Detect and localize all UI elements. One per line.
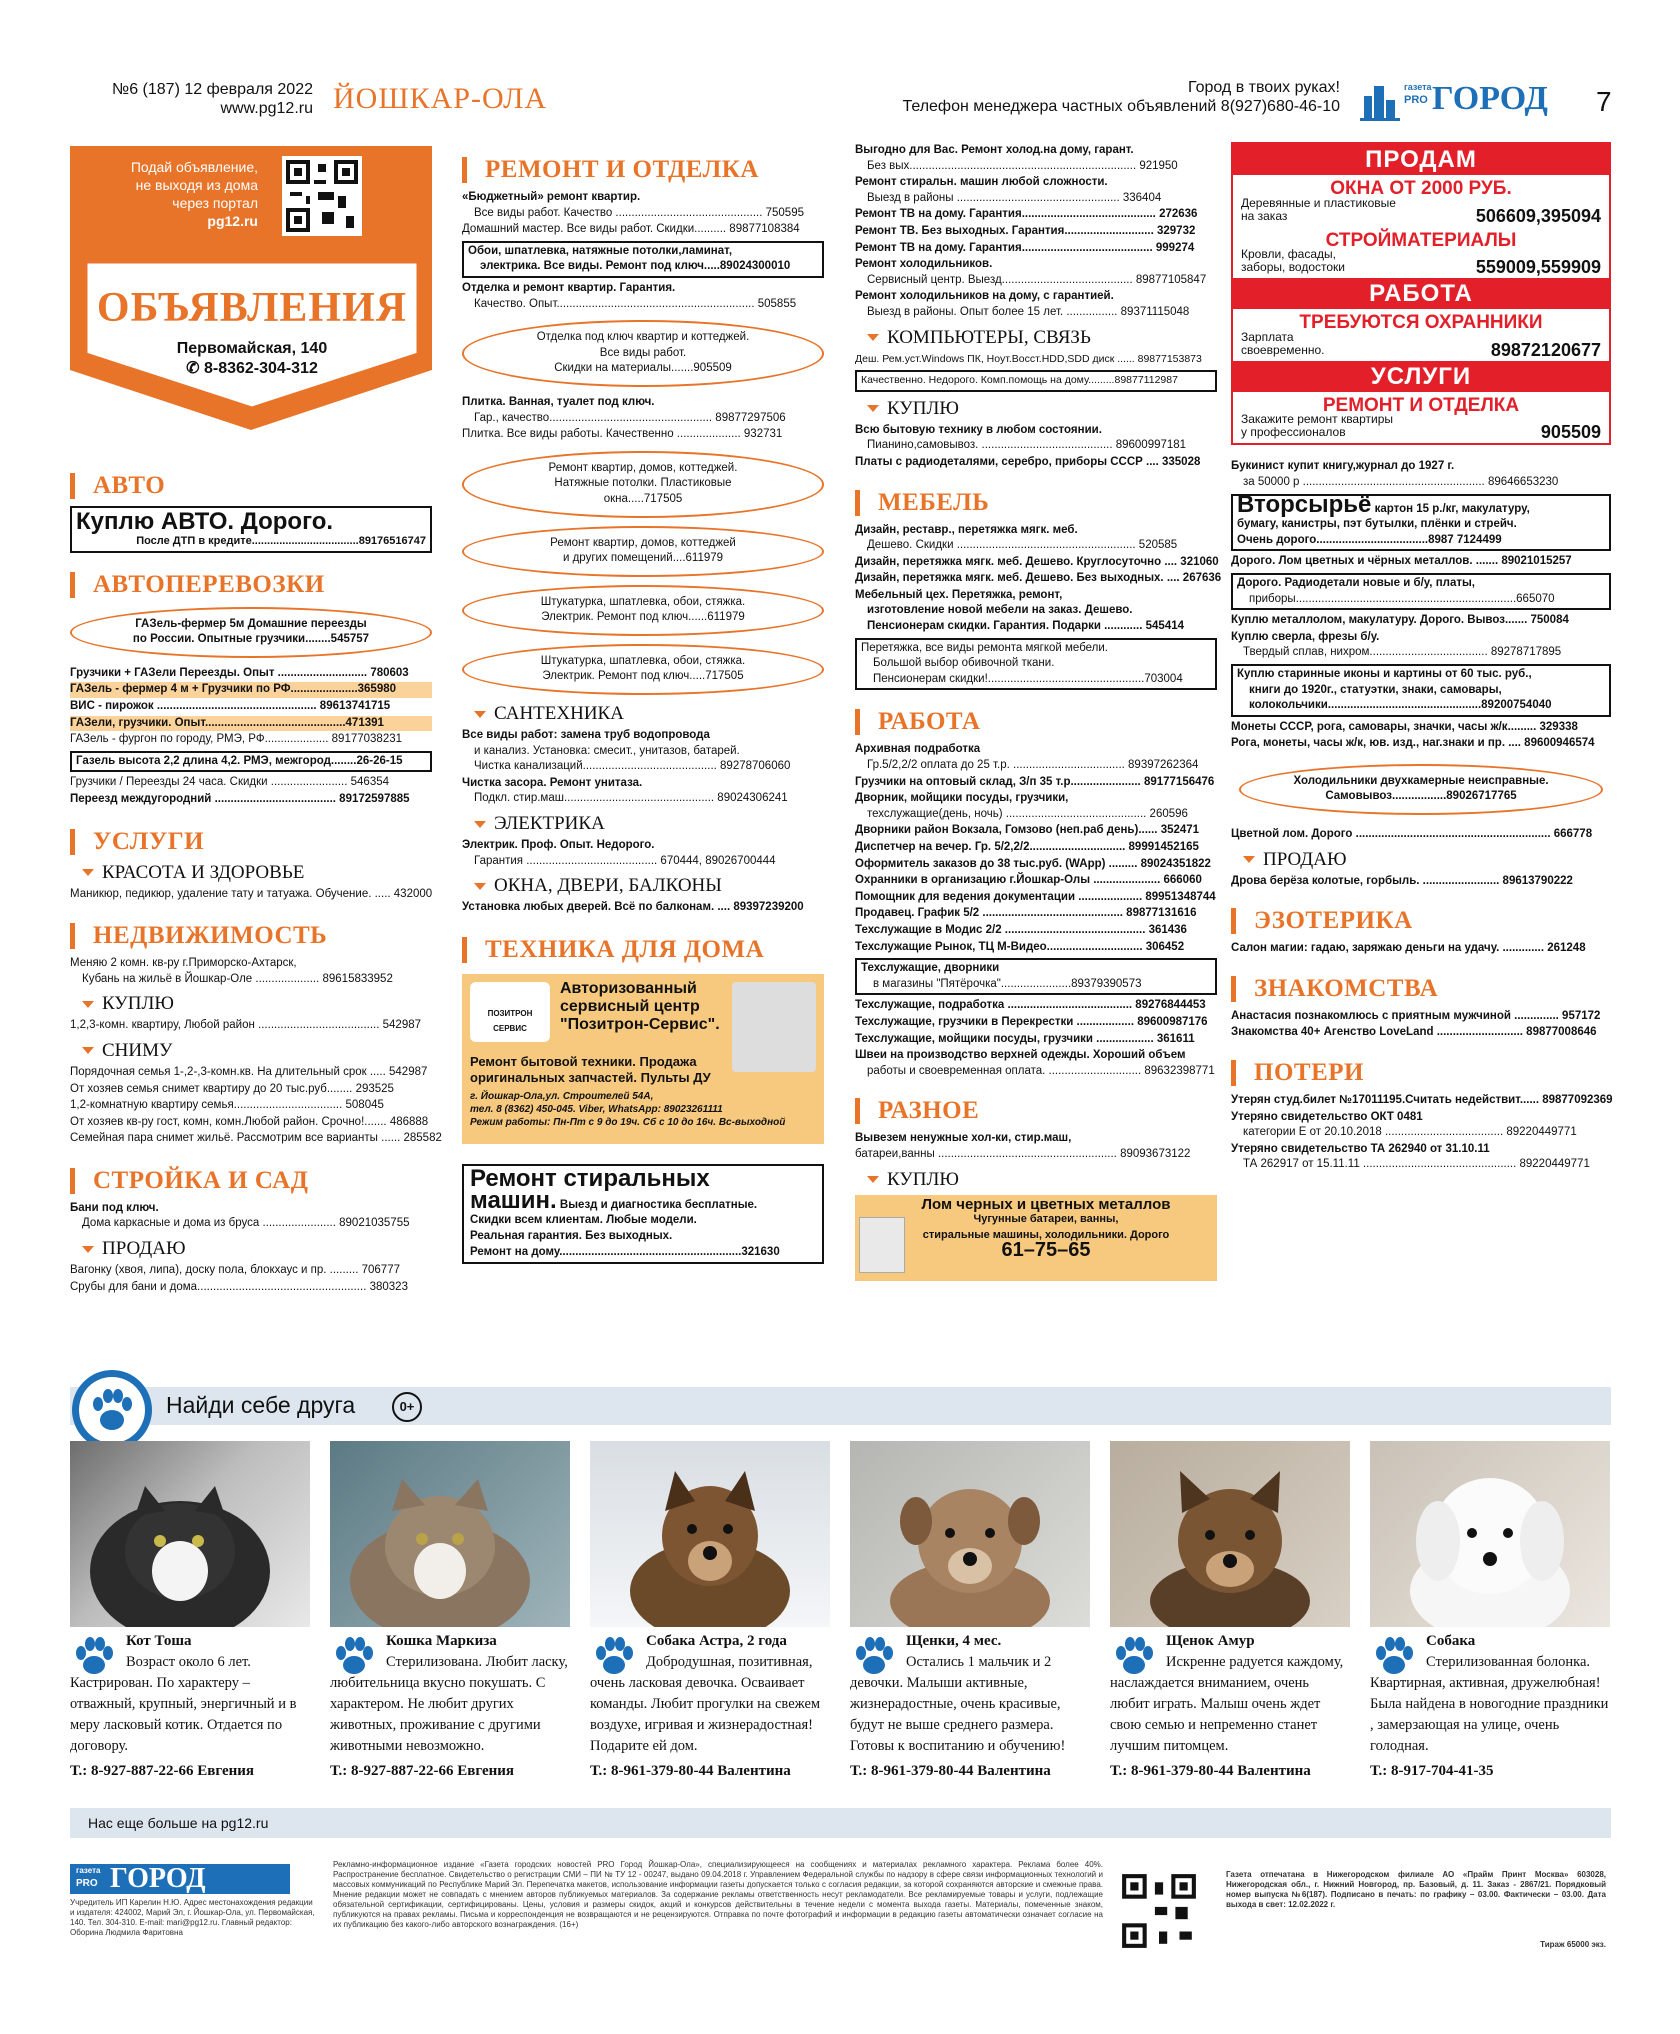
ad-row[interactable]: Архивная подработка Гр.5/2,2/2 оплата до 25 т.р. ................................... 89397262364 (855, 743, 1199, 772)
pet-photo-cat-markiza (330, 1441, 570, 1627)
ad-row[interactable]: Ремонт стиральн. машин любой сложности. Выезд в районы ................................................... 336404 (855, 176, 1162, 204)
ad-oval-gazel[interactable]: ГАЗель-фермер 5м Домашние переезды по России. Опытные грузчики........545757 (70, 607, 432, 658)
subsection-sell: ПРОДАЮ (82, 1238, 432, 1260)
repair-row: Закажите ремонт квартиры у профессионалов 905509 (1241, 412, 1601, 443)
promo-title: ОБЪЯВЛЕНИЯ (96, 285, 408, 331)
paw-icon (852, 1635, 896, 1679)
column-2 (462, 148, 824, 1264)
ad-box-wallpaper[interactable]: Обои, шпатлевка, натяжные потолки,ламинат, электрика. Все виды. Ремонт под ключ.....89024300010 (462, 241, 824, 278)
ad-row[interactable]: Установка любых дверей. Всё по балконам. .... 89397239200 (462, 901, 804, 914)
ad-row[interactable]: Утеряно свидетельство ТА 262940 от 31.10.11 ТА 262917 от 15.11.11 ................................................ 89220449771 (1231, 1142, 1590, 1171)
header-right (880, 78, 1340, 116)
ad-row[interactable]: Куплю металлолом, макулатуру. Дорого. Вывоз....... 750084 (1231, 614, 1569, 627)
subsection-buy: КУПЛЮ (867, 1169, 1217, 1191)
ad-row[interactable]: Ремонт ТВ. Без выходных. Гарантия............................ 329732 (855, 224, 1196, 237)
ad-row[interactable]: Электрик. Проф. Опыт. Недорого. Гарантия ......................................... 670444, 89026700444 (462, 839, 776, 867)
ad-row-highlight[interactable]: ГАЗель - фермер 4 м + Грузчики по РФ.....................365980 (70, 682, 432, 698)
ad-oval[interactable]: Ремонт квартир, домов, коттеджей. Натяжные потолки. Пластиковые окна.....717505 (462, 451, 824, 518)
pet-card[interactable] (330, 1441, 570, 1780)
section-realty: НЕДВИЖИМОСТЬ (70, 922, 432, 950)
ad-row[interactable]: ВИС - пирожок .................................................. 89613741715 (70, 699, 391, 712)
promo-text: Подай объявление, не выходя из дома через портал pg12.ru (90, 158, 258, 230)
pet-name: Щенки, 4 мес. (906, 1633, 1002, 1649)
footer-circulation: Тираж 65000 экз. (1540, 1940, 1606, 1949)
promo-phone[interactable]: 8-8362-304-312 (203, 360, 318, 377)
issue-info (108, 80, 313, 118)
ad-row[interactable]: Дизайн, перетяжка мягк. меб. Дешево. Без выходных. .... 267636 (855, 572, 1222, 585)
city-title: ЙОШКАР-ОЛА (333, 82, 548, 115)
footer-founder: Учредитель ИП Карелин Н.Ю. Адрес местонахождения редакции и издателя: 424002, Марий Эл, г. Йошкар-Ола, ул. Первомайская, 140. Тел. 304-310. E-mail: mari@pg12.ru. Главный редактор: Оборина Людмила Фаритовна (70, 1898, 315, 1937)
pet-photo-dog-astra (590, 1441, 830, 1627)
promo-address: Первомайская, 140 ✆ 8-8362-304-312 (176, 340, 328, 377)
ad-washing-repair[interactable]: Ремонт стиральных машин. Выезд и диагностика бесплатные. Скидки всем клиентам. Любые модели. Реальная гарантия. Без выходных. Ремонт на дому.........................................................321630 (462, 1164, 824, 1264)
pet-photo-dog-lapdog (1370, 1441, 1610, 1627)
logo-small: газета (1404, 82, 1432, 92)
pet-description: Искренне радуется каждому, наслаждается вниманием, очень любит играть. Малыш очень ждет свою семью и непременно станет лучшим питомцем. (1110, 1654, 1344, 1754)
paw-icon (1372, 1635, 1416, 1679)
ad-row[interactable]: Домашний мастер. Все виды работ. Скидки.......... 89877108384 (462, 223, 800, 236)
windows-title: ОКНА ОТ 2000 РУБ. (1330, 178, 1512, 199)
logo-pro: PRO (1404, 94, 1428, 106)
build-title: СТРОЙМАТЕРИАЛЫ (1325, 229, 1517, 251)
ad-row[interactable]: Диспетчер на вечер. Гр. 5/2,2/2.............................. 89991452165 (855, 841, 1199, 853)
ad-row[interactable]: Платы с радиодеталями, серебро, приборы СССР .... 335028 (855, 455, 1201, 468)
pet-phone[interactable]: Т.: 8-961-379-80-44 Валентина (850, 1763, 1051, 1779)
pets-more-bar (70, 1808, 1611, 1838)
phone-icon: ✆ (186, 360, 204, 377)
section-repair: РЕМОНТ И ОТДЕЛКА (462, 156, 824, 184)
age-rating-badge: 0+ (392, 1392, 422, 1422)
section-work: РАБОТА (855, 708, 1217, 736)
ad-box-pyaterochka[interactable]: Техслужащие, дворники в магазины "Пятёрочка"......................89379390573 (855, 958, 1217, 995)
job-header: РАБОТА (1233, 278, 1609, 309)
pet-phone[interactable]: Т.: 8-927-887-22-66 Евгения (70, 1763, 255, 1779)
ad-row[interactable]: Всю бытовую технику в любом состоянии. Пианино,самовывоз. ......................................... 89600997181 (855, 423, 1187, 452)
manager-phone: Телефон менеджера частных объявлений 8(927)680-46-10 (902, 98, 1340, 115)
logo-main: ГОРОД (1432, 80, 1548, 117)
pet-card[interactable] (1110, 1441, 1350, 1780)
ad-scrap-metal[interactable]: Лом черных и цветных металлов Чугунные батареи, ванны, стиральные машины, холодильники. Дорого 61–75–65 (855, 1195, 1217, 1281)
ad-row[interactable]: Ремонт холодильников на дому, с гарантией. Выезд в районы. Опыт более 15 лет. ................ 89371115048 (855, 290, 1190, 318)
subsection-doors: ОКНА, ДВЕРИ, БАЛКОНЫ (474, 875, 824, 897)
column-1 (70, 458, 442, 1296)
pets-title: Найди себе друга (166, 1392, 356, 1418)
section-misc: РАЗНОЕ (855, 1097, 1217, 1125)
repair-title: РЕМОНТ И ОТДЕЛКА (1322, 394, 1520, 416)
ad-row[interactable]: Утеряно свидетельство ОКТ 0481 категории Е от 20.10.2018 ..................................... 89220449771 (1231, 1110, 1577, 1139)
pet-photo-cat-tosha (70, 1441, 310, 1627)
pet-description: Стерилизована. Любит ласку, любительница вкусно покушать. С характером. Не любит других животных, проживание с другими животными невозможно. (330, 1654, 568, 1754)
subsection-electric: ЭЛЕКТРИКА (474, 813, 824, 835)
guards-row: Зарплата своевременно. 89872120677 (1241, 329, 1601, 360)
ad-row[interactable]: Монеты СССР, рога, самовары, значки, часы ж/к......... 329338 (1231, 720, 1578, 733)
build-row: Кровли, фасады, заборы, водостоки 559009,559909 (1241, 247, 1601, 278)
ad-row[interactable]: От хозяев семья снимет квартиру до 20 тыс.руб........ 293525 (70, 1082, 394, 1095)
ad-row[interactable]: Грузчики / Переезды 24 часа. Скидки ........................ 546354 (70, 776, 390, 789)
ad-block-sell[interactable] (1231, 142, 1611, 445)
ad-row[interactable]: Семейная пара снимет жильё. Рассмотрим все варианты ...... 285582 (70, 1132, 442, 1145)
ad-box-computers[interactable]: Качественно. Недорого. Комп.помощь на дому.........89877112987 (855, 370, 1217, 392)
ad-row[interactable]: «Бюджетный» ремонт квартир. Все виды работ. Качество .............................................. 750595 (462, 191, 804, 219)
ad-row[interactable]: Ремонт холодильников. Сервисный центр. Выезд......................................... 89877105847 (855, 258, 1207, 286)
subsection-computers: КОМПЬЮТЕРЫ, СВЯЗЬ (867, 327, 1217, 349)
ad-row[interactable]: Дворники район Вокзала, Гомзово (неп.раб день)...... 352471 (855, 824, 1200, 837)
ad-row[interactable]: Грузчики + ГАЗели Переезды. Опыт ............................ 780603 (70, 666, 409, 679)
progorod-logo (1360, 80, 1575, 122)
ad-row[interactable]: Техслужащие, мойщики посуды, грузчики .................. 361611 (855, 1032, 1195, 1045)
ad-oval[interactable]: Ремонт квартир, домов, коттеджей и других помещений....611979 (462, 526, 824, 577)
page-number: 7 (1596, 86, 1612, 117)
paw-icon (332, 1635, 376, 1679)
ad-row[interactable]: Цветной лом. Дорого ............................................................. 666778 (1231, 828, 1593, 841)
pet-phone[interactable]: Т.: 8-917-704-41-35 (1370, 1763, 1494, 1779)
ad-row[interactable]: Чистка засора. Ремонт унитаза. Подкл. стир.маш............................................... 89024306241 (462, 776, 788, 805)
pet-description: Добродушная, позитивная, очень ласковая девочка. Осваивает команды. Любит прогулки на свежем воздухе, игривая и жизнерадостная! Подарите ей дом. (590, 1654, 821, 1754)
section-transport: АВТОПЕРЕВОЗКИ (70, 571, 432, 599)
ad-row[interactable]: Дизайн, перетяжка мягк. меб. Дешево. Круглосуточно .... 321060 (855, 555, 1219, 568)
subsection-buy: КУПЛЮ (82, 993, 432, 1015)
pet-phone[interactable]: Т.: 8-961-379-80-44 Валентина (590, 1763, 791, 1779)
pet-phone[interactable]: Т.: 8-961-379-80-44 Валентина (1110, 1763, 1311, 1779)
ad-box-icons[interactable]: Куплю старинные иконы и картины от 60 тыс. руб., книги до 1920г., статуэтки, знаки, самовары, колокольчики................................................89200754040 (1231, 664, 1611, 717)
paw-icon (72, 1635, 116, 1679)
ad-row[interactable]: Букинист купит книгу,журнал до 1927 г. за 50000 р ......................................................... 89646653230 (1231, 460, 1559, 488)
ad-row[interactable]: Меняю 2 комн. кв-ру г.Приморско-Ахтарск, Кубань на жильё в Йошкар-Оле .................... 89615833952 (70, 957, 393, 985)
pet-name: Кошка Маркиза (386, 1633, 497, 1649)
ad-row[interactable]: Вагонку (хвоя, липа), доску пола, блокхаус и пр. ......... 706777 (70, 1264, 400, 1277)
section-furniture: МЕБЕЛЬ (855, 489, 1217, 517)
subsection-plumbing: САНТЕХНИКА (474, 703, 824, 725)
ad-row[interactable]: Оформитель заказов до 38 тыс.руб. (WApp) ......... 89024351822 (855, 857, 1211, 870)
ad-row[interactable]: 1,2,3-комн. квартиру, Любой район ...................................... 542987 (70, 1019, 422, 1032)
pet-card[interactable] (70, 1441, 310, 1780)
ad-row[interactable]: Срубы для бани и дома..................................................... 380323 (70, 1280, 408, 1293)
ad-row[interactable]: Грузчики на оптовый склад, З/п 35 т.р...................... 89177156476 (855, 775, 1215, 788)
ad-row[interactable]: Мебельный цех. Перетяжка, ремонт, изготовление новой мебели на заказ. Дешево. Пенсионерам скидки. Гарантия. Подарки ............ 545414 (855, 588, 1185, 633)
ad-row[interactable]: Плитка. Все виды работы. Качественно .................... 932731 (462, 428, 783, 441)
pet-phone[interactable]: Т.: 8-927-887-22-66 Евгения (330, 1763, 515, 1779)
section-dating: ЗНАКОМСТВА (1231, 975, 1611, 1003)
ad-oval[interactable]: Отделка под ключ квартир и коттеджей. Все виды работ. Скидки на материалы.......905509 (462, 320, 824, 387)
subsection-buy: КУПЛЮ (867, 398, 1217, 420)
pet-name: Собака Астра, 2 года (646, 1633, 787, 1649)
pet-card[interactable] (590, 1441, 830, 1780)
ad-row-highlight[interactable]: ГАЗели, грузчики. Опыт............................................471391 (70, 716, 432, 732)
qr-code-icon[interactable] (282, 156, 362, 236)
ad-row[interactable]: Порядочная семья 1-,2-,3-комн.кв. На длительный срок ..... 542987 (70, 1065, 428, 1078)
ad-row[interactable]: Техслужащие в Модис 2/2 ............................................ 361436 (855, 923, 1187, 936)
ad-row[interactable]: Ремонт ТВ на дому. Гарантия......................................... 999274 (855, 241, 1195, 254)
section-esoteric: ЭЗОТЕРИКА (1231, 907, 1611, 935)
ad-row[interactable]: Техслужащие Рынок, ТЦ М-Видео.............................. 306452 (855, 940, 1185, 953)
pet-description: Остались 1 мальчик и 2 девочки. Малыши активные, жизнерадостные, очень красивые, будут не выше среднего размера. Готовы к воспитанию и обучению! (850, 1654, 1066, 1754)
section-auto: АВТО (70, 472, 432, 500)
ad-box-radioparts[interactable]: Дорого. Радиодетали новые и б/у, платы, приборы.....................................................................665070 (1231, 573, 1611, 610)
ad-box-gazel[interactable]: Газель высота 2,2 длина 4,2. РМЭ, межгород........26-26-15 (70, 751, 432, 773)
ad-oval-fridges[interactable]: Холодильники двухкамерные неисправные. Самовывоз.................89026717765 (1239, 764, 1603, 815)
ad-row[interactable]: Помощник для ведения документации .................... 89951348744 (855, 890, 1216, 903)
ad-buy-auto[interactable]: Куплю АВТО. Дорого. После ДТП в кредите...................................89176516747 (70, 506, 432, 553)
ad-row[interactable]: Куплю сверла, фрезы б/у. Твердый сплав, нихром..................................... 89278717895 (1231, 630, 1562, 659)
ad-row[interactable]: Швеи на производство верхней одежды. Хороший объем работы и своевременная оплата. ............................. 89632398771 (855, 1049, 1215, 1077)
subsection-sell: ПРОДАЮ (1243, 849, 1611, 871)
positron-logo: ПОЗИТРОН СЕРВИС (470, 982, 550, 1042)
ad-oval[interactable]: Штукатурка, шпатлевка, обои, стяжка. Электрик. Ремонт под ключ.....717505 (462, 644, 824, 695)
ad-row[interactable]: Отделка и ремонт квартир. Гарантия. Качество. Опыт.............................................................. 505855 (462, 281, 797, 310)
services-header: УСЛУГИ (1233, 361, 1609, 392)
ad-row[interactable]: ГАЗель - фургон по городу, РМЭ, РФ.................... 89177038231 (70, 733, 403, 746)
ad-row[interactable]: Дорого. Лом цветных и чёрных металлов. ....... 89021015257 (1231, 555, 1572, 568)
ad-row[interactable]: Дворник, мойщики посуды, грузчики, техслужащие(день, ночь) ............................................ 260596 (855, 792, 1188, 820)
pet-name: Собака (1426, 1633, 1476, 1649)
section-services: УСЛУГИ (70, 828, 432, 856)
ad-row[interactable]: Ремонт ТВ на дому. Гарантия.......................................... 272636 (855, 208, 1198, 221)
footer-legal: Рекламно-информационное издание «Газета городских новостей PRO Город Йошкар-Ола», специализирующееся на сообщениях и материалах рекламного характера. Реклама более 40%. Распространение бесплатное. Свидетельство о регистрации СМИ – ПИ № ТУ 12 - 00247, выдано 09.04.2018 г. Управлением Федеральной службы по надзору в сфере связи информационных технологий и массовых коммуникаций по Республике Марий Эл. Перепечатка макетов, использование информации газеты допускается только с согласия редакции, за которой сохраняются авторские и смежные права. Мнение редакции может не совпадать с мнением авторов публикуемых материалов. За содержание рекламы ответственность несут рекламодатели. Все рекламируемые товары и услуги, подлежащие обязательной сертификации, сертифицированы. Цены, условия и размеры скидок, акций и конкурсов действительны в течение недели с момента выхода газеты. Материалы, помеченные знаком, публикуются на правах рекламы. Письма и корреспонденция не возвращаются и не рецензируются. Отправка по почте фотографий и информации в редакцию газеты автоматически означает согласие на их публикацию без какого-либо авторского вознаграждения. (16+) (333, 1860, 1103, 1929)
issue-number: №6 (187) 12 февраля 2022 (112, 81, 313, 98)
pet-description: Возраст около 6 лет. Кастрирован. По характеру – отважный, крупный, энергичный и в меру ласковый котик. Отдается по договору. (70, 1654, 297, 1754)
ad-row[interactable]: Вывезем ненужные хол-ки, стир.маш, батареи,ванны ........................................................ 89093673122 (855, 1132, 1191, 1160)
ad-row[interactable]: 1,2-комнатную квартиру семья.................................. 508045 (70, 1099, 384, 1112)
pets-more-link[interactable]: Нас еще больше на pg12.ru (88, 1815, 269, 1831)
column-4 (1231, 142, 1611, 1174)
paw-icon (1112, 1635, 1156, 1679)
guards-title: ТРЕБУЮТСЯ ОХРАННИКИ (1299, 312, 1543, 334)
ad-row[interactable]: От хозяев кв-ру гост, комн, комн.Любой район. Срочно!....... 486888 (70, 1115, 429, 1128)
ad-row[interactable]: Бани под ключ. Дома каркасные и дома из бруса ....................... 89021035755 (70, 1201, 410, 1230)
paw-icon (592, 1635, 636, 1679)
ad-oval[interactable]: Штукатурка, шпатлевка, обои, стяжка. Электрик. Ремонт под ключ......611979 (462, 585, 824, 636)
section-lost: ПОТЕРИ (1231, 1059, 1611, 1087)
ad-positron[interactable]: ПОЗИТРОН СЕРВИС Авторизованный сервисный центр "Позитрон-Сервис". Ремонт бытовой техники. Продажа оригинальных запчастей. Пульты ДУ г. Йошкар-Ола,ул. Строителей 54А, тел. 8 (8362) 450-045. Viber, WhatsApp: 89023261111 Режим работы: Пн-Пт с 9 до 19ч. Сб с 10 до 16ч. Вс-выходной (462, 974, 824, 1144)
ad-row[interactable]: Плитка. Ванная, туалет под ключ. Гар., качество................................................... 89877297506 (462, 395, 786, 424)
pet-name: Щенок Амур (1166, 1633, 1255, 1649)
ad-row[interactable]: Все виды работ: замена труб водопровода и канализ. Установка: смесит., унитазов, батарей. Чистка канализаций.......................................... 89278706060 (462, 729, 791, 773)
pet-card[interactable] (1370, 1441, 1610, 1780)
section-garden: СТРОЙКА И САД (70, 1167, 432, 1195)
ad-row[interactable]: Техслужащие, грузчики в Перекрестки .................. 89600987176 (855, 1015, 1208, 1028)
ad-row[interactable]: Анастасия познакомлюсь с приятным мужчиной .............. 957172 (1231, 1009, 1601, 1022)
washing-machine-icon (859, 1217, 905, 1273)
slogan: Город в твоих руках! (1187, 79, 1340, 96)
footer-logo: газета PRO ГОРОД (70, 1864, 310, 1894)
subsection-beauty: КРАСОТА И ЗДОРОВЬЕ (82, 862, 432, 884)
pet-photo-puppy-amur (1110, 1441, 1350, 1627)
ad-row[interactable]: Дрова берёза колотые, горбыль. ........................ 89613790222 (1231, 874, 1573, 887)
appliances-image (732, 982, 816, 1072)
ad-row[interactable]: Выгодно для Вас. Ремонт холод.на дому, гарант. Без вых....................................................................... 921950 (855, 144, 1178, 172)
pet-card[interactable] (850, 1441, 1090, 1780)
sell-header: ПРОДАМ (1233, 144, 1609, 175)
pet-description: Стерилизованная болонка. Квартирная, активная, дружелюбная! Была найдена в новогодние праздники , замерзающая на улице, очень голодная. (1370, 1654, 1609, 1754)
pet-photo-puppies (850, 1441, 1090, 1627)
ad-row[interactable]: Охранники в организацию г.Йошкар-Олы ..................... 666060 (855, 874, 1202, 887)
ad-box-furniture[interactable]: Перетяжка, все виды ремонта мягкой мебели. Большой выбор обивочной ткани. Пенсионерам скидки!.................................................703004 (855, 638, 1217, 691)
ad-row[interactable]: Дизайн, реставр., перетяжка мягк. меб. Дешево. Скидки ........................................................ 520585 (855, 523, 1178, 552)
ad-row[interactable]: Утерян студ.билет №17011195.Считать недействит...... 89877092369 (1231, 1094, 1613, 1107)
ad-row[interactable]: Техслужащие, подработка ....................................... 89276844453 (855, 999, 1206, 1012)
windows-row: Деревянные и пластиковые на заказ 506609,395094 (1241, 195, 1601, 226)
site-link[interactable]: www.pg12.ru (220, 100, 313, 117)
ad-row[interactable]: Деш. Рем.уст.Windows ПК, Ноут.Восст.HDD,SDD диск ...... 89877153873 (855, 352, 1202, 365)
footer-qr-code-icon[interactable] (1118, 1870, 1200, 1952)
section-tech: ТЕХНИКА ДЛЯ ДОМА (462, 936, 824, 964)
ad-row[interactable]: Салон магии: гадаю, заряжаю деньги на удачу. ............. 261248 (1231, 942, 1586, 955)
pet-name: Кот Тоша (126, 1633, 192, 1649)
ad-row[interactable]: Рога, монеты, часы ж/к, юв. изд., наг.знаки и пр. .... 89600946574 (1231, 737, 1595, 750)
city-icon (1360, 80, 1400, 122)
ad-row[interactable]: Продавец. График 5/2 ............................................ 89877131616 (855, 907, 1197, 920)
promo-portal: pg12.ru (207, 213, 258, 229)
paw-logo-icon (70, 1368, 154, 1452)
column-3 (855, 142, 1222, 1281)
ad-row[interactable]: Знакомства 40+ Агенство LoveLand ........................... 89877008646 (1231, 1026, 1597, 1039)
footer-print: Газета отпечатана в Нижегородском филиале АО «Прайм Принт Москва» 603028, Нижегородская обл., г. Нижний Новгород, пр. Базовый, д. 11. Заказ - 2867/21. Порядковый номер выпуска №6(187). Подписано в печать: по графику – 03.00. Фактически – 03.00. Дата выхода в свет: 12.02.2022 г. (1226, 1870, 1606, 1909)
ad-box-recycling[interactable]: Вторсырьё картон 15 р./кг, макулатуру, бумагу, канистры, пэт бутылки, плёнки и стрейч. Очень дорого...................................8987 7124499 (1231, 494, 1611, 552)
subsection-rent: СНИМУ (82, 1040, 432, 1062)
ad-row[interactable]: Переезд междугородний ...................................... 89172597885 (70, 792, 410, 805)
ad-row[interactable]: Маникюр, педикюр, удаление тату и татуажа. Обучение. ..... 432000 (70, 887, 433, 900)
